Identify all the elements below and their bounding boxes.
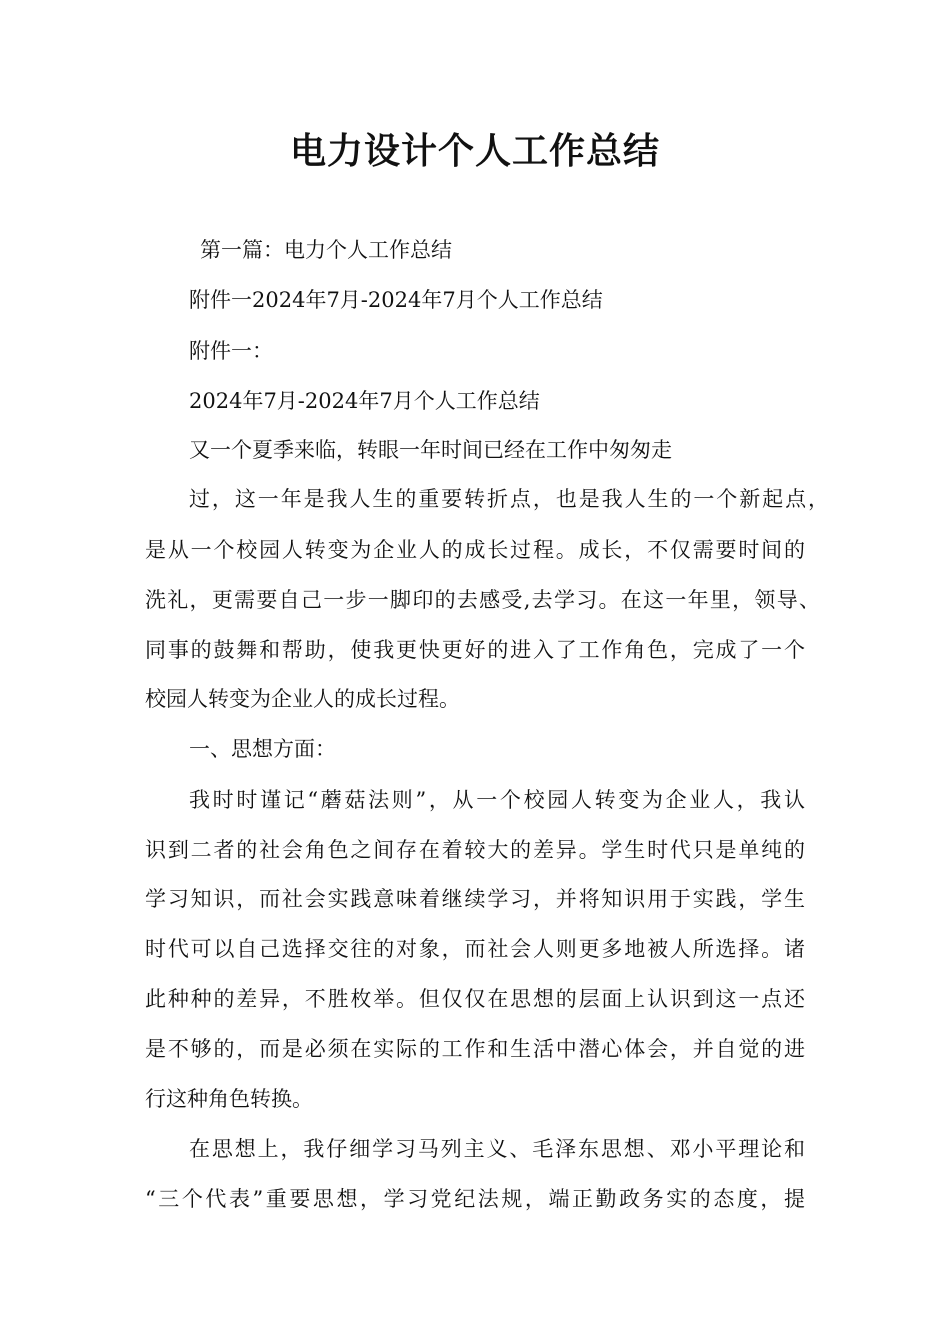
summary-period: 2024年7月-2024年7月个人工作总结: [189, 389, 540, 413]
paragraph-line: 是不够的，而是必须在实际的工作和生活中潜心体会，并自觉的进: [145, 1037, 805, 1061]
section-heading: 一、思想方面：: [189, 737, 336, 761]
paragraph-line: “三个代表”重要思想，学习党纪法规，端正勤政务实的态度，提: [145, 1187, 805, 1211]
paragraph-line: 又一个夏季来临，转眼一年时间已经在工作中匆匆走: [189, 438, 672, 462]
paragraph-line: 同事的鼓舞和帮助，使我更快更好的进入了工作角色，完成了一个: [145, 638, 805, 662]
paragraph-line: 我时时谨记“蘑菇法则”，从一个校园人转变为企业人，我认: [189, 788, 805, 812]
attachment-line: 附件一2024年7月-2024年7月个人工作总结: [189, 288, 603, 312]
paragraph-line: 此种种的差异，不胜枚举。但仅仅在思想的层面上认识到这一点还: [145, 987, 805, 1011]
paragraph-line: 行这种角色转换。: [145, 1087, 313, 1111]
paragraph-line: 在思想上，我仔细学习马列主义、毛泽东思想、邓小平理论和: [189, 1137, 805, 1161]
paragraph-line: 校园人转变为企业人的成长过程。: [145, 687, 460, 711]
paragraph-line: 过，这一年是我人生的重要转折点，也是我人生的一个新起点，: [189, 487, 829, 511]
section-heading: 第一篇：电力个人工作总结: [200, 238, 452, 262]
paragraph-line: 学习知识，而社会实践意味着继续学习，并将知识用于实践，学生: [145, 887, 805, 911]
paragraph-line: 是从一个校园人转变为企业人的成长过程。成长，不仅需要时间的: [145, 538, 805, 562]
paragraph-line: 识到二者的社会角色之间存在着较大的差异。学生时代只是单纯的: [145, 838, 805, 862]
attachment-label: 附件一：: [189, 339, 273, 363]
paragraph-line: 洗礼，更需要自己一步一脚印的去感受,去学习。在这一年里，领导、: [145, 588, 820, 612]
paragraph-line: 时代可以自己选择交往的对象，而社会人则更多地被人所选择。诸: [145, 937, 805, 961]
document-title: 电力设计个人工作总结: [289, 131, 660, 172]
